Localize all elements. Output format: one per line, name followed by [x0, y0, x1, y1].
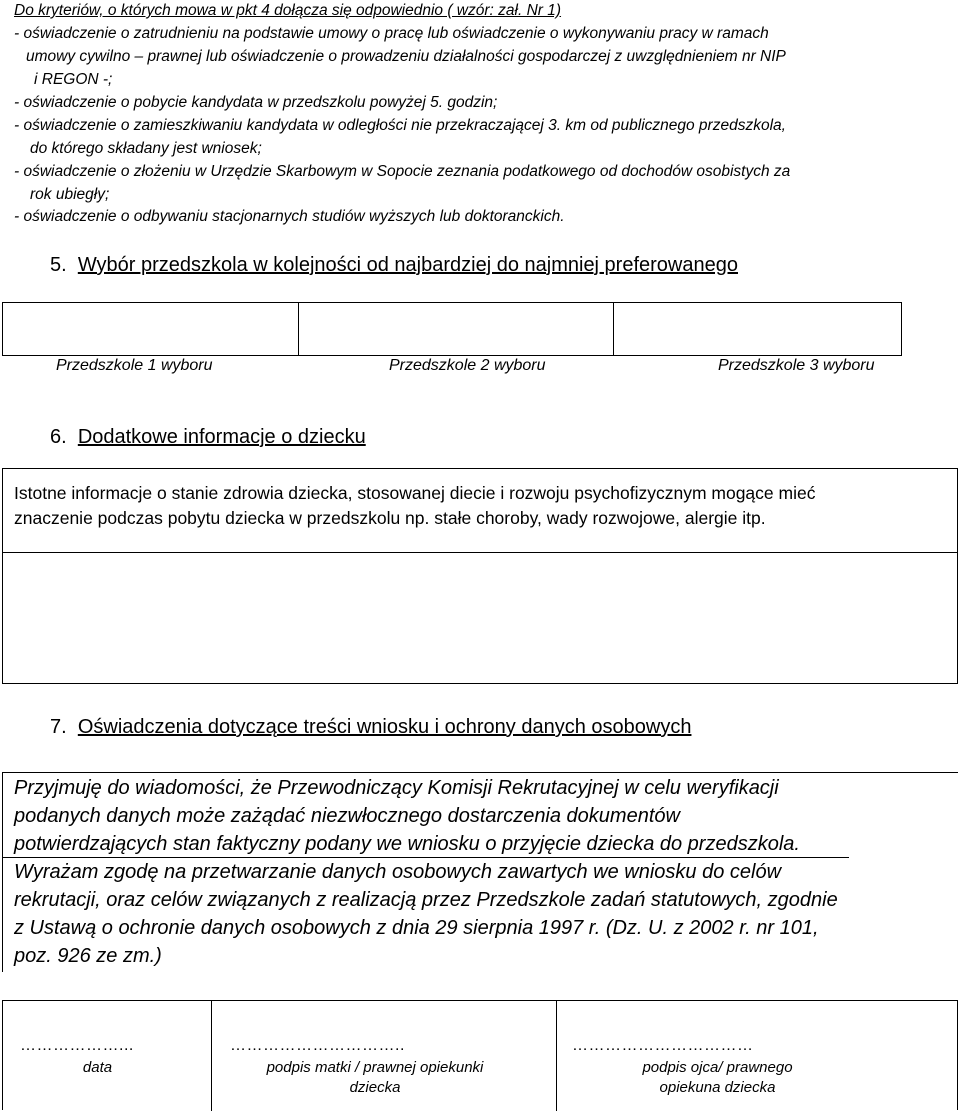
description-line: znaczenie podczas pobytu dziecka w przedszkolu np. stałe choroby, wady rozwojowe, alergie itp. — [14, 508, 766, 528]
label-line: opiekuna dziecka — [659, 1079, 776, 1096]
declaration-line: rekrutacji, oraz celów związanych z realizacją przez Przedszkole zadań statutowych, zgodnie — [14, 889, 838, 911]
section-5-heading — [50, 254, 738, 277]
label-line: data — [82, 1059, 113, 1076]
attachment-item: - oświadczenie o złożeniu w Urzędzie Skarbowym w Sopocie zeznania podatkowego od dochodów osobistych za — [14, 163, 791, 180]
section-title: Oświadczenia dotyczące treści wniosku i ochrony danych osobowych — [77, 716, 692, 738]
attachment-item-cont: do którego składany jest wniosek; — [30, 140, 262, 157]
declarations-box — [2, 772, 958, 972]
section-6-heading — [50, 426, 366, 449]
section-number: 7. — [50, 716, 67, 738]
section-number: 5. — [50, 254, 67, 276]
additional-info-description — [14, 481, 815, 531]
divider — [211, 1001, 212, 1111]
description-line: Istotne informacje o stanie zdrowia dziecka, stosowanej diecie i rozwoju psychofizycznym mogące mieć — [14, 483, 816, 503]
mother-signature-label — [240, 1058, 510, 1098]
attachment-item-cont: umowy cywilno – prawnej lub oświadczenie o prowadzeniu działalności gospodarczej z uwzględnieniem nr NIP — [26, 48, 786, 65]
declaration-line: Przyjmuję do wiadomości, że Przewodniczący Komisji Rekrutacyjnej w celu weryfikacji — [14, 777, 779, 799]
label-line: podpis matki / prawnej opiekunki — [266, 1059, 484, 1076]
section-7-heading — [50, 716, 691, 739]
declaration-line: potwierdzających stan faktyczny podany we wniosku o przyjęcie dziecka do przedszkola. — [14, 833, 800, 855]
father-signature-label — [610, 1058, 825, 1098]
attachment-item: - oświadczenie o pobycie kandydata w przedszkolu powyżej 5. godzin; — [14, 94, 498, 111]
preschool-choice-3-field[interactable] — [613, 302, 902, 356]
father-signature-field[interactable]: …………………………… — [572, 1037, 754, 1054]
preschool-choice-2-field[interactable] — [298, 302, 614, 356]
divider — [556, 1001, 557, 1111]
label-line: dziecka — [349, 1079, 401, 1096]
attachment-item: - oświadczenie o zatrudnieniu na podstawie umowy o pracę lub oświadczenie o wykonywaniu pracy w ramach — [14, 25, 769, 42]
declarations-text — [14, 774, 838, 970]
section-title: Dodatkowe informacje o dziecku — [77, 426, 366, 448]
additional-info-box — [2, 468, 958, 684]
section-number: 6. — [50, 426, 67, 448]
attachment-item: - oświadczenie o odbywaniu stacjonarnych studiów wyższych lub doktoranckich. — [14, 208, 565, 225]
additional-info-input-area[interactable] — [3, 553, 957, 683]
preschool-choice-3-label: Przedszkole 3 wyboru — [718, 357, 875, 374]
attachment-item: - oświadczenie o zamieszkiwaniu kandydata w odległości nie przekraczającej 3. km od publicznego przedszkola, — [14, 117, 786, 134]
preschool-choice-2-label: Przedszkole 2 wyboru — [389, 357, 546, 374]
attachments-intro: Do kryteriów, o których mowa w pkt 4 dołącza się odpowiednio ( wzór: zał. Nr 1) — [14, 2, 562, 19]
date-field[interactable]: ………………... — [20, 1037, 134, 1054]
attachment-item-cont: rok ubiegły; — [30, 186, 110, 203]
declaration-line: podanych danych może zażądać niezwłocznego dostarczenia dokumentów — [14, 805, 680, 827]
section-title: Wybór przedszkola w kolejności od najbardziej do najmniej preferowanego — [77, 254, 738, 276]
preschool-choice-1-label: Przedszkole 1 wyboru — [56, 357, 213, 374]
mother-signature-field[interactable]: ………………………….. — [230, 1037, 405, 1054]
declaration-line: poz. 926 ze zm.) — [14, 945, 162, 967]
divider — [3, 857, 849, 858]
date-label — [10, 1058, 185, 1078]
preschool-choice-1-field[interactable] — [2, 302, 299, 356]
declaration-line: Wyrażam zgodę na przetwarzanie danych osobowych zawartych we wniosku do celów — [14, 861, 782, 883]
label-line: podpis ojca/ prawnego — [642, 1059, 793, 1076]
attachment-item-cont: i REGON -; — [34, 71, 113, 88]
declaration-line: z Ustawą o ochronie danych osobowych z dnia 29 sierpnia 1997 r. (Dz. U. z 2002 r. nr 101, — [14, 917, 819, 939]
